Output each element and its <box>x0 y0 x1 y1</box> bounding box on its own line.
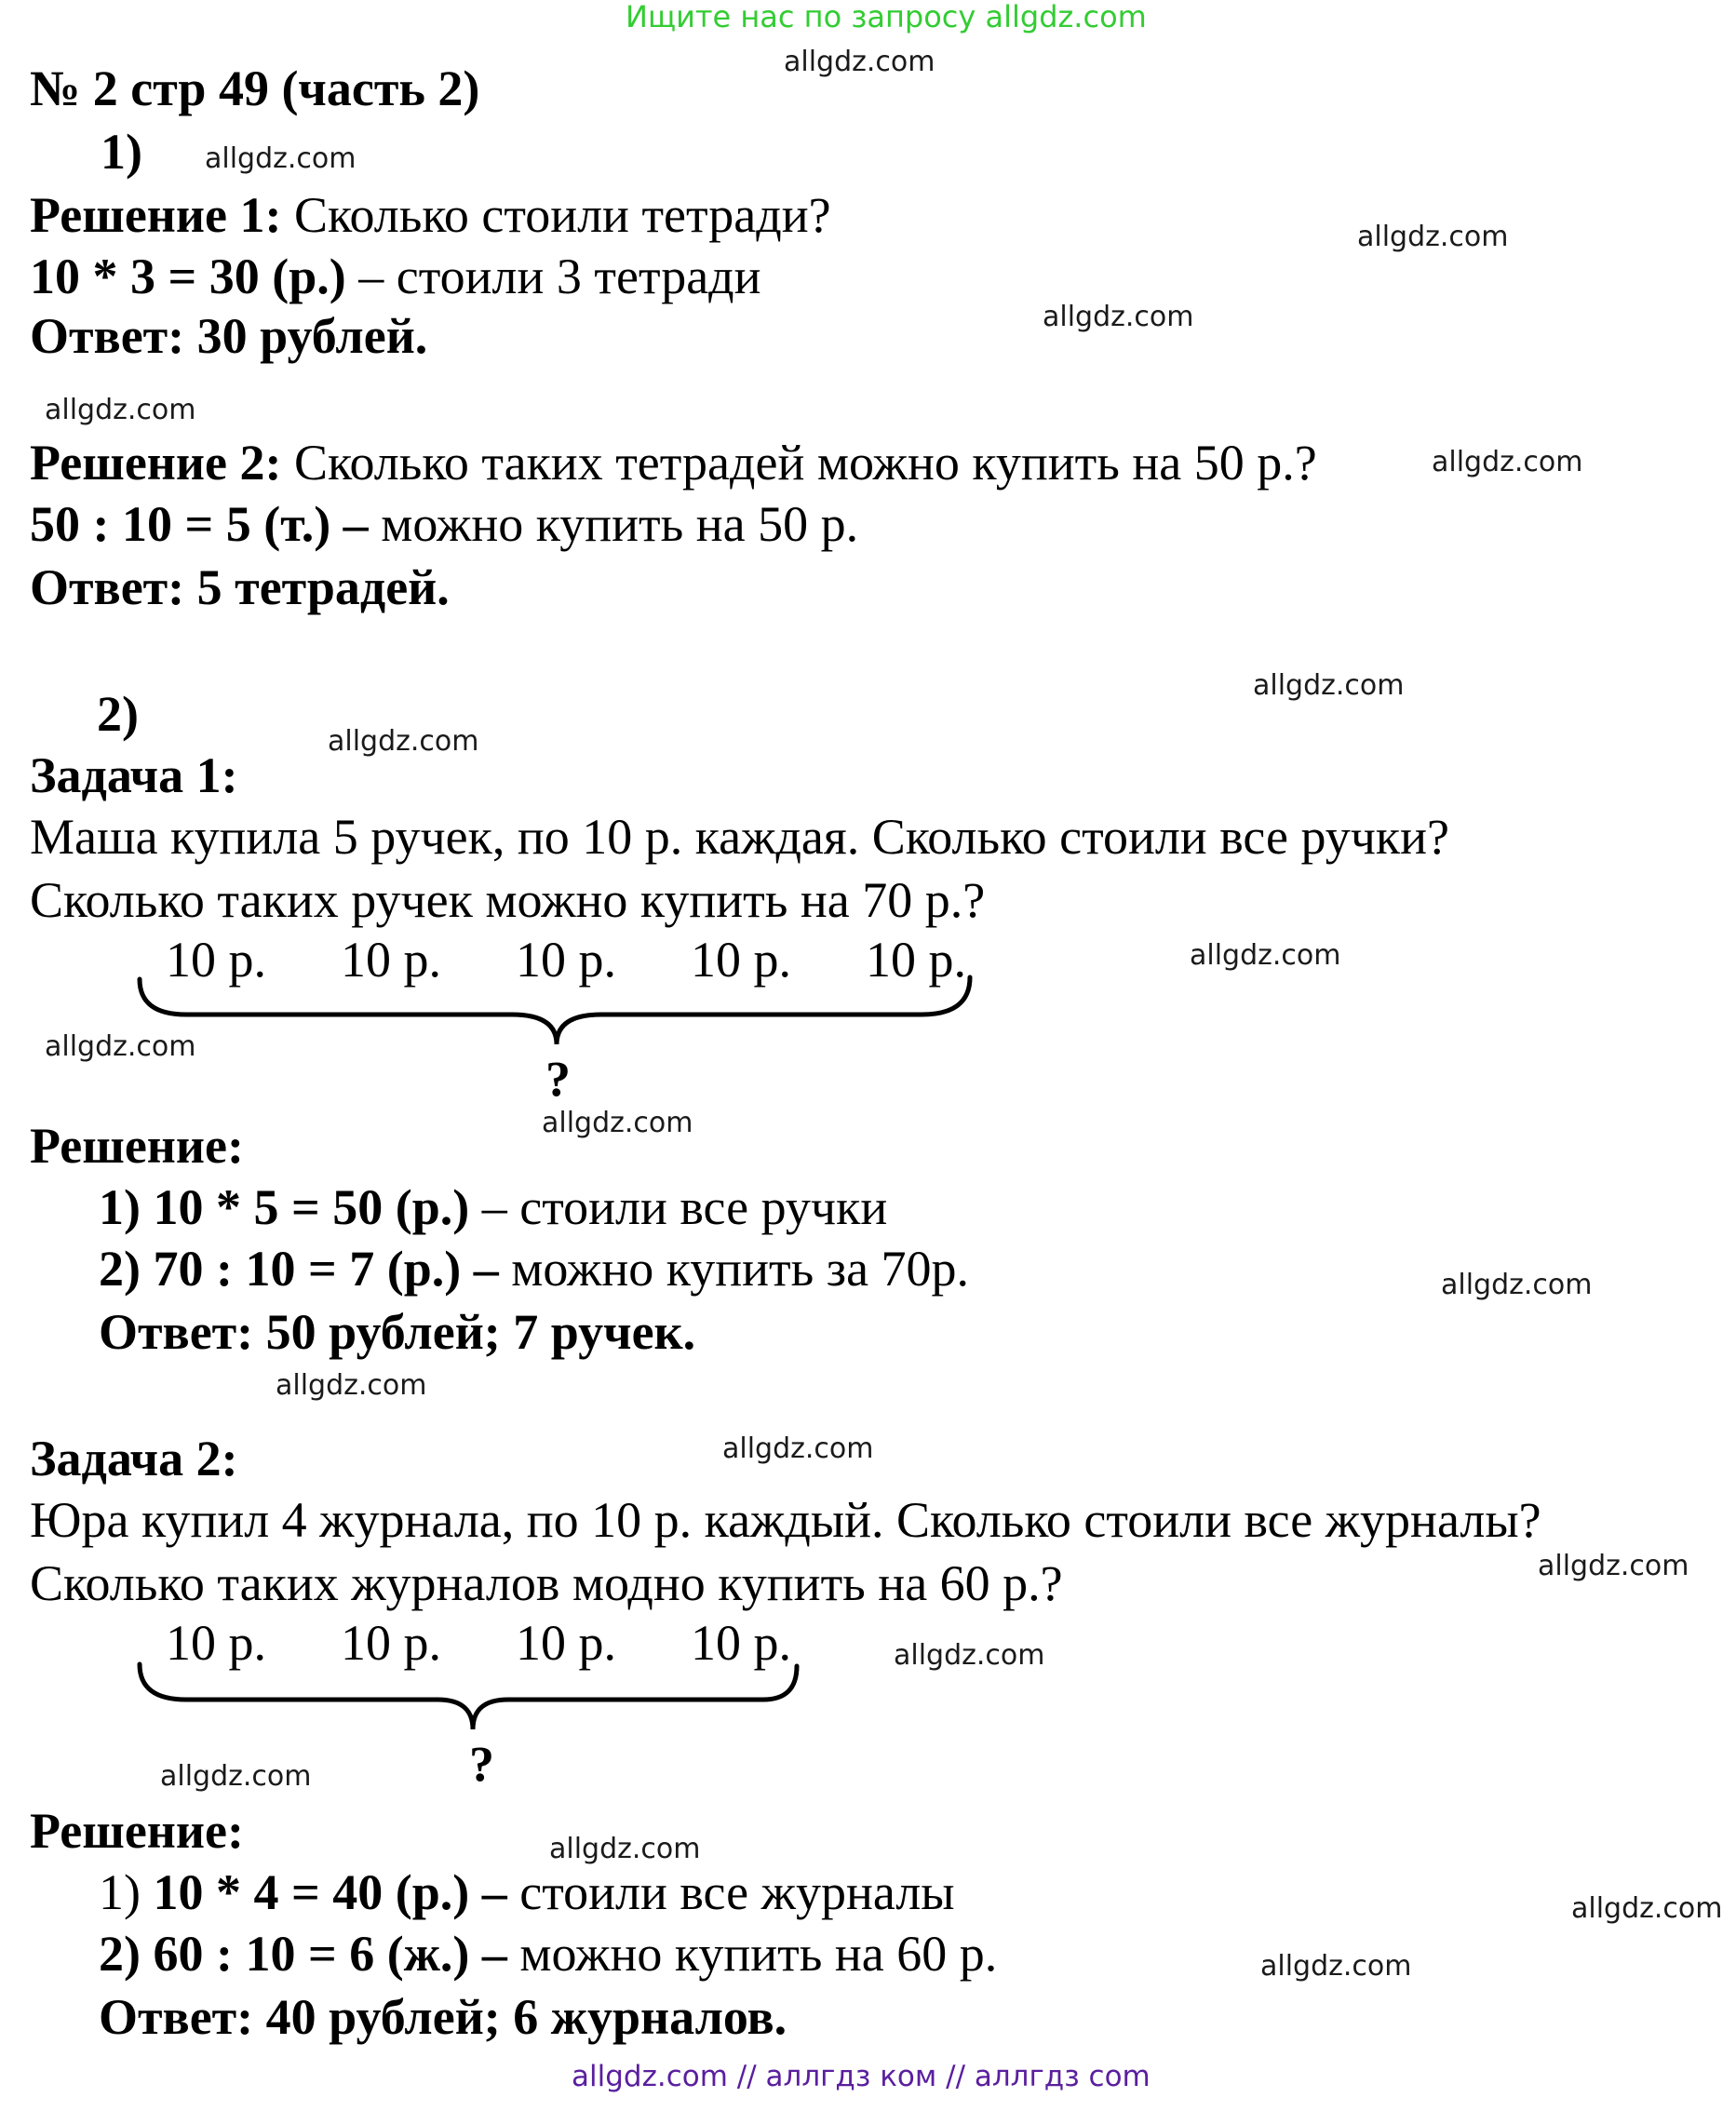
watermark: allgdz.com <box>276 1369 427 1402</box>
solution1-note: – стоили 3 тетради <box>358 249 761 304</box>
task1-title: Задача 1: <box>30 747 238 803</box>
watermark: allgdz.com <box>160 1760 312 1793</box>
footer-links: allgdz.com // аллгдз ком // аллгдз com <box>572 2060 1151 2093</box>
watermark: allgdz.com <box>542 1107 693 1139</box>
watermark: allgdz.com <box>1190 939 1341 972</box>
task2-answer: Ответ: 40 рублей; 6 журналов. <box>99 1989 787 2045</box>
solution2-question: Сколько таких тетрадей можно купить на 50 р.? <box>293 435 1317 491</box>
answer2: Ответ: 5 тетрадей. <box>30 559 450 615</box>
watermark: allgdz.com <box>722 1432 874 1465</box>
task1-answer: Ответ: 50 рублей; 7 ручек. <box>99 1304 696 1360</box>
watermark: allgdz.com <box>1571 1892 1723 1925</box>
part1-label: 1) <box>101 124 142 180</box>
task1-step1-number: 1) <box>99 1179 141 1235</box>
search-banner: Ищите нас по запросу allgdz.com <box>626 0 1147 34</box>
watermark: allgdz.com <box>1043 301 1194 333</box>
task2-text-line1: Юра купил 4 журнала, по 10 р. каждый. Сколько стоили все журналы? <box>30 1492 1541 1548</box>
watermark: allgdz.com <box>1441 1269 1593 1301</box>
task2-step1 <box>99 1864 955 1920</box>
task2-step1-note: стоили все журналы <box>519 1864 955 1920</box>
solution1-expression: 10 * 3 = 30 (р.) <box>30 249 346 304</box>
task1-text-line1: Маша купила 5 ручек, по 10 р. каждая. Сколько стоили все ручки? <box>30 809 1450 865</box>
solution2-note: можно купить на 50 р. <box>381 496 859 552</box>
watermark: allgdz.com <box>894 1639 1045 1672</box>
watermark: allgdz.com <box>45 1030 196 1063</box>
task1-segment-label: 10 р. <box>516 932 616 988</box>
task1-step1-note: – стоили все ручки <box>481 1179 888 1235</box>
part2-label: 2) <box>97 686 139 742</box>
task1-segment-label: 10 р. <box>691 932 791 988</box>
task1-segment-label: 10 р. <box>166 932 266 988</box>
task1-text-line2: Сколько таких ручек можно купить на 70 р.? <box>30 872 986 928</box>
watermark: allgdz.com <box>549 1833 701 1865</box>
watermark: allgdz.com <box>1253 669 1405 702</box>
task1-step1-expression: 10 * 5 = 50 (р.) <box>153 1179 470 1235</box>
task2-step2-expression: 60 : 10 = 6 (ж.) – <box>153 1926 507 1982</box>
task2-segment-label: 10 р. <box>691 1615 791 1671</box>
task1-step2-expression: 70 : 10 = 7 (р.) – <box>153 1241 499 1297</box>
task2-solution-label: Решение: <box>30 1803 244 1859</box>
solution2-expression: 50 : 10 = 5 (т.) – <box>30 496 369 552</box>
watermark: allgdz.com <box>1357 221 1509 253</box>
task2-question-mark: ? <box>469 1736 494 1792</box>
watermark: allgdz.com <box>1538 1550 1689 1582</box>
task2-segment-label: 10 р. <box>166 1615 266 1671</box>
task2-step1-number: 1) <box>99 1864 141 1920</box>
task2-segment-label: 10 р. <box>341 1615 441 1671</box>
solution1-question: Сколько стоили тетради? <box>293 187 831 243</box>
task1-step2-note: можно купить за 70р. <box>511 1241 970 1297</box>
task2-step2 <box>99 1926 998 1982</box>
task2-step2-note: можно купить на 60 р. <box>519 1926 998 1982</box>
task1-step2-number: 2) <box>99 1241 141 1297</box>
watermark: allgdz.com <box>1260 1950 1412 1983</box>
task2-text-line2: Сколько таких журналов модно купить на 60 р.? <box>30 1555 1063 1611</box>
task1-segment-label: 10 р. <box>341 932 441 988</box>
task2-step1-expression: 10 * 4 = 40 (р.) – <box>153 1864 507 1920</box>
watermark: allgdz.com <box>784 46 935 78</box>
task2-step2-number: 2) <box>99 1926 141 1982</box>
task1-question-mark: ? <box>545 1051 571 1107</box>
watermark: allgdz.com <box>45 394 196 426</box>
watermark: allgdz.com <box>328 725 479 758</box>
solution1-label: Решение 1: <box>30 187 282 243</box>
watermark: allgdz.com <box>1432 446 1583 478</box>
watermark: allgdz.com <box>205 142 357 175</box>
page-title: № 2 стр 49 (часть 2) <box>30 61 480 116</box>
task2-segment-label: 10 р. <box>516 1615 616 1671</box>
task1-segment-label: 10 р. <box>866 932 966 988</box>
task1-solution-label: Решение: <box>30 1118 244 1174</box>
task2-title: Задача 2: <box>30 1431 238 1486</box>
answer1: Ответ: 30 рублей. <box>30 308 428 364</box>
solution2-label: Решение 2: <box>30 435 282 491</box>
